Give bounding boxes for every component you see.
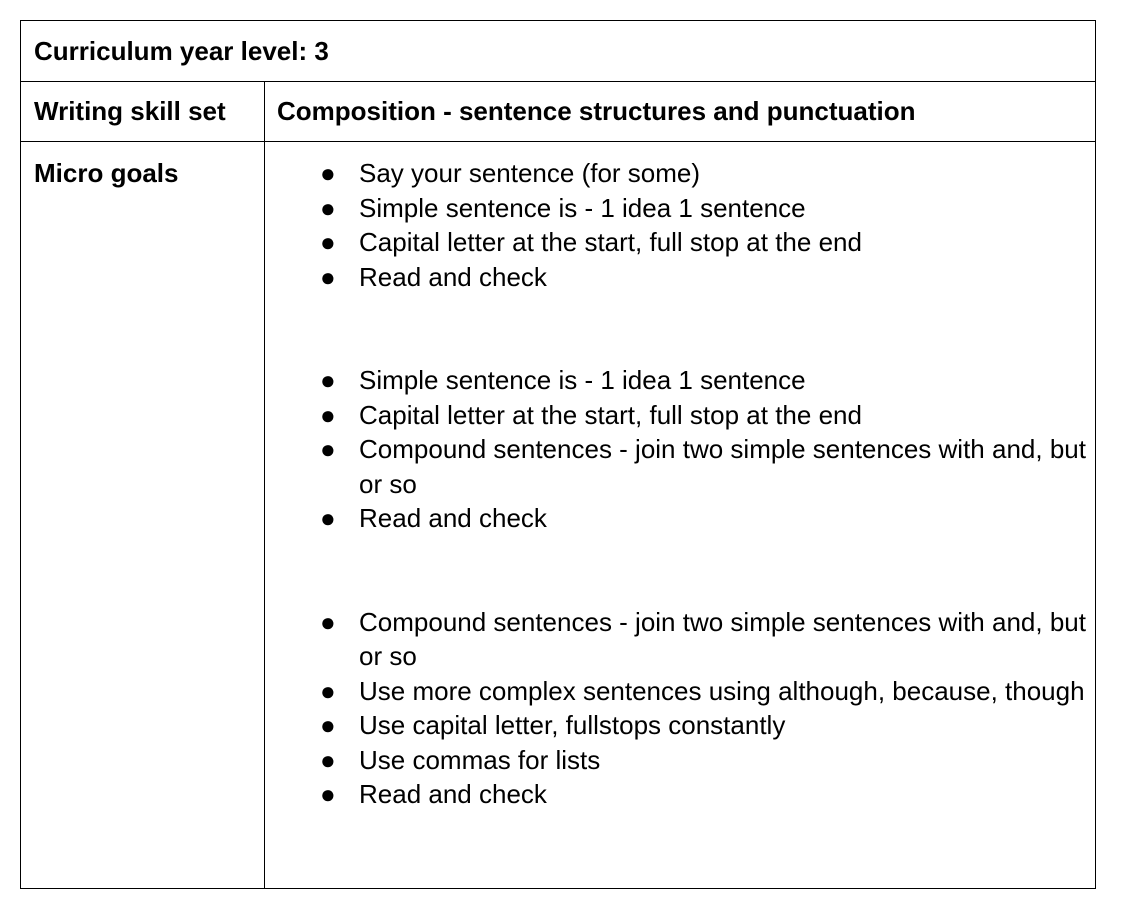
list-item: [277, 260, 1095, 295]
micro-goals-cell: [265, 142, 1095, 888]
list-item: [277, 501, 1095, 536]
goal-group-2: [277, 363, 1095, 536]
group-spacer: [277, 294, 1095, 363]
goal-group-3: [277, 605, 1095, 812]
goal-group-1: [277, 156, 1095, 294]
bullet-icon: ●: [320, 779, 336, 809]
bullet-icon: ●: [320, 192, 336, 223]
list-item: [277, 432, 1095, 501]
goal-text: Say your sentence (for some): [359, 158, 701, 188]
list-item: [277, 363, 1095, 398]
bullet-icon: ●: [320, 434, 336, 464]
list-item: [277, 156, 1095, 191]
list-item: [277, 743, 1095, 778]
bullet-icon: ●: [320, 399, 336, 430]
list-item: [277, 225, 1095, 260]
bullet-icon: ●: [320, 744, 336, 775]
goal-text: Simple sentence is - 1 idea 1 sentence: [359, 365, 806, 395]
group-spacer: [277, 536, 1095, 605]
skill-set-value: Composition - sentence structures and punctuation: [277, 96, 916, 126]
bullet-icon: ●: [320, 710, 336, 740]
micro-goals-row: [21, 142, 1095, 888]
bullet-icon: ●: [320, 261, 336, 292]
list-item: [277, 708, 1095, 743]
micro-goals-label: Micro goals: [21, 142, 265, 888]
list-item: [277, 398, 1095, 433]
bullet-icon: ●: [320, 227, 336, 257]
bullet-icon: ●: [320, 158, 336, 188]
goal-text: Capital letter at the start, full stop at the end: [359, 399, 862, 430]
goal-text: Read and check: [359, 503, 547, 533]
goal-text: Read and check: [359, 261, 547, 292]
bullet-icon: ●: [320, 675, 336, 706]
goal-text: Use commas for lists: [359, 744, 601, 775]
list-item: [277, 605, 1095, 674]
goal-text: Compound sentences - join two simple sentences with and, but or so: [359, 434, 1086, 499]
bullet-icon: ●: [320, 365, 336, 395]
year-level-heading: Curriculum year level: 3: [34, 35, 329, 66]
list-item: [277, 674, 1095, 709]
table-header-row: [21, 21, 1095, 82]
skill-set-label: Writing skill set: [21, 82, 265, 141]
bullet-icon: ●: [320, 503, 336, 533]
bullet-icon: ●: [320, 606, 336, 637]
list-item: [277, 777, 1095, 812]
goal-text: Use capital letter, fullstops constantly: [359, 710, 786, 740]
goal-text: Capital letter at the start, full stop at the end: [359, 227, 862, 257]
skill-set-row: [21, 82, 1095, 142]
curriculum-table: [20, 20, 1096, 889]
goal-text: Simple sentence is - 1 idea 1 sentence: [359, 192, 806, 223]
goal-text: Read and check: [359, 779, 547, 809]
goal-text: Compound sentences - join two simple sentences with and, but or so: [359, 606, 1086, 671]
goal-text: Use more complex sentences using although, because, though: [359, 675, 1085, 706]
list-item: [277, 191, 1095, 226]
